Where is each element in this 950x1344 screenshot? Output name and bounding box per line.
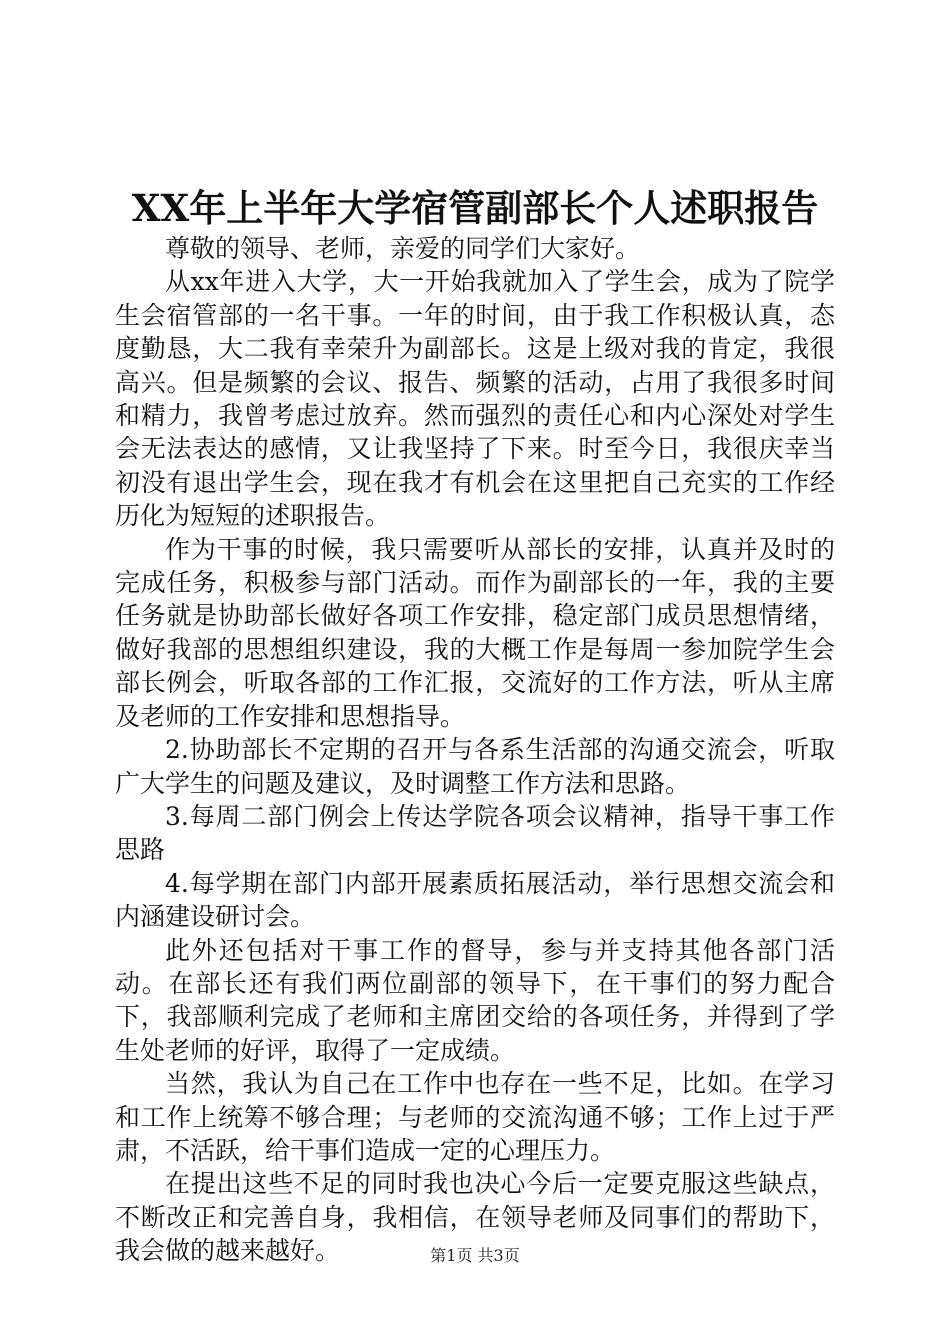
paragraph-greeting: 尊敬的领导、老师，亲爱的同学们大家好。	[165, 234, 641, 263]
paragraph-item-2: 2.协助部长不定期的召开与各系生活部的沟通交流会，听取广大学生的问题及建议，及时调整工作方法和思路。	[115, 735, 835, 798]
paragraph-introduction: 从xx年进入大学，大一开始我就加入了学生会，成为了院学生会宿管部的一名干事。一年的时间，由于我工作积极认真，态度勤恳，大二我有幸荣升为副部长。这是上级对我的肯定，我很高兴。但是频繁的会议、报告、频繁的活动，占用了我很多时间和精力，我曾考虑过放弃。然而强烈的责任心和内心深处对学生会无法表达的感情，又让我坚持了下来。时至今日，我很庆幸当初没有退出学生会，现在我才有机会在这里把自己充实的工作经历化为短短的述职报告。	[115, 267, 835, 531]
paragraph-item-3: 3.每周二部门例会上传达学院各项会议精神，指导干事工作思路	[115, 801, 835, 865]
paragraph-shortcomings: 当然，我认为自己在工作中也存在一些不足，比如。在学习和工作上统筹不够合理；与老师的交流沟通不够；工作上过于严肃，不活跃，给干事们造成一定的心理压力。	[115, 1069, 835, 1165]
page-indicator: 第1页 共3页	[430, 1246, 520, 1265]
paragraph-duties: 作为干事的时候，我只需要听从部长的安排，认真并及时的完成任务，积极参与部门活动。而作为副部长的一年，我的主要任务就是协助部长做好各项工作安排，稳定部门成员思想情绪，做好我部的思想组织建设，我的大概工作是每周一参加院学生会部长例会，听取各部的工作汇报，交流好的工作方法，听从主席及老师的工作安排和思想指导。	[115, 534, 835, 731]
document-body	[115, 232, 835, 1268]
paragraph-item-4: 4.每学期在部门内部开展素质拓展活动，举行思想交流会和内涵建设研讨会。	[115, 868, 835, 932]
document-title: XX年上半年大学宿管副部长个人述职报告	[131, 186, 819, 230]
paragraph-conclusion: 在提出这些不足的同时我也决心今后一定要克服这些缺点，不断改正和完善自身，我相信，在领导老师及同事们的帮助下，我会做的越来越好。	[115, 1169, 835, 1266]
paragraph-achievements: 此外还包括对干事工作的督导，参与并支持其他各部门活动。在部长还有我们两位副部的领导下，在干事们的努力配合下，我部顺利完成了老师和主席团交给的各项任务，并得到了学生处老师的好评，取得了一定成绩。	[115, 935, 835, 1065]
